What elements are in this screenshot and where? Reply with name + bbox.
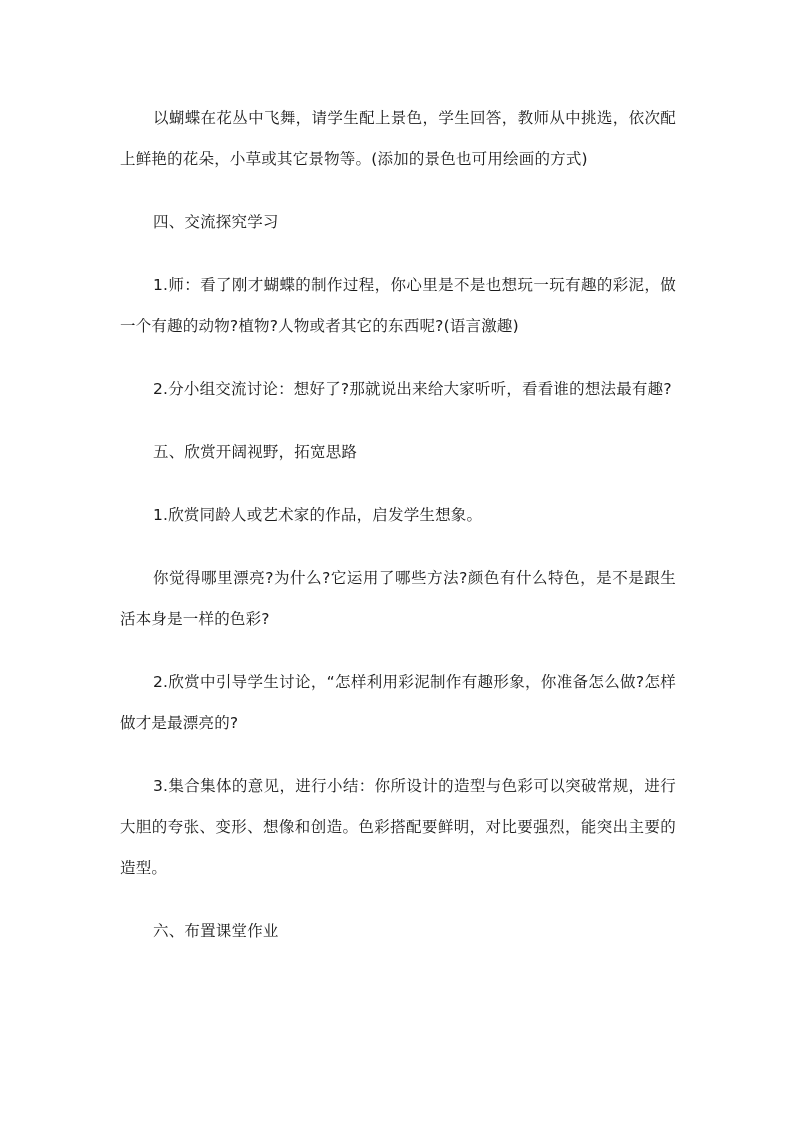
paragraph-summary: 3.集合集体的意见，进行小结：你所设计的造型与色彩可以突破常规，进行大胆的夸张、变形、想像和创造。色彩搭配要鲜明，对比要强烈，能突出主要的造型。 [120,777,676,877]
paragraph-group-discussion: 2.分小组交流讨论：想好了?那就说出来给大家听听，看看谁的想法最有趣? [153,380,672,398]
section-heading-5: 五、欣赏开阔视野，拓宽思路 [153,443,358,461]
paragraph-guided-discussion: 2.欣赏中引导学生讨论，“怎样利用彩泥制作有趣形象，你准备怎么做?怎样做才是最漂亮的? [120,673,676,732]
section-heading-6: 六、布置课堂作业 [153,922,279,940]
paragraph-butterfly-scenery: 以蝴蝶在花丛中飞舞，请学生配上景色，学生回答，教师从中挑选，依次配上鲜艳的花朵，小草或其它景物等。(添加的景色也可用绘画的方式) [120,109,676,168]
section-heading-4: 四、交流探究学习 [153,213,279,231]
paragraph-appreciate-works: 1.欣赏同龄人或艺术家的作品，启发学生想象。 [153,506,483,524]
document-body [120,98,676,974]
paragraph-teacher-prompt: 1.师：看了刚才蝴蝶的制作过程，你心里是不是也想玩一玩有趣的彩泥，做一个有趣的动物?植物?人物或者其它的东西呢?(语言激趣) [120,276,676,335]
paragraph-questions: 你觉得哪里漂亮?为什么?它运用了哪些方法?颜色有什么特色，是不是跟生活本身是一样的色彩? [120,569,676,628]
